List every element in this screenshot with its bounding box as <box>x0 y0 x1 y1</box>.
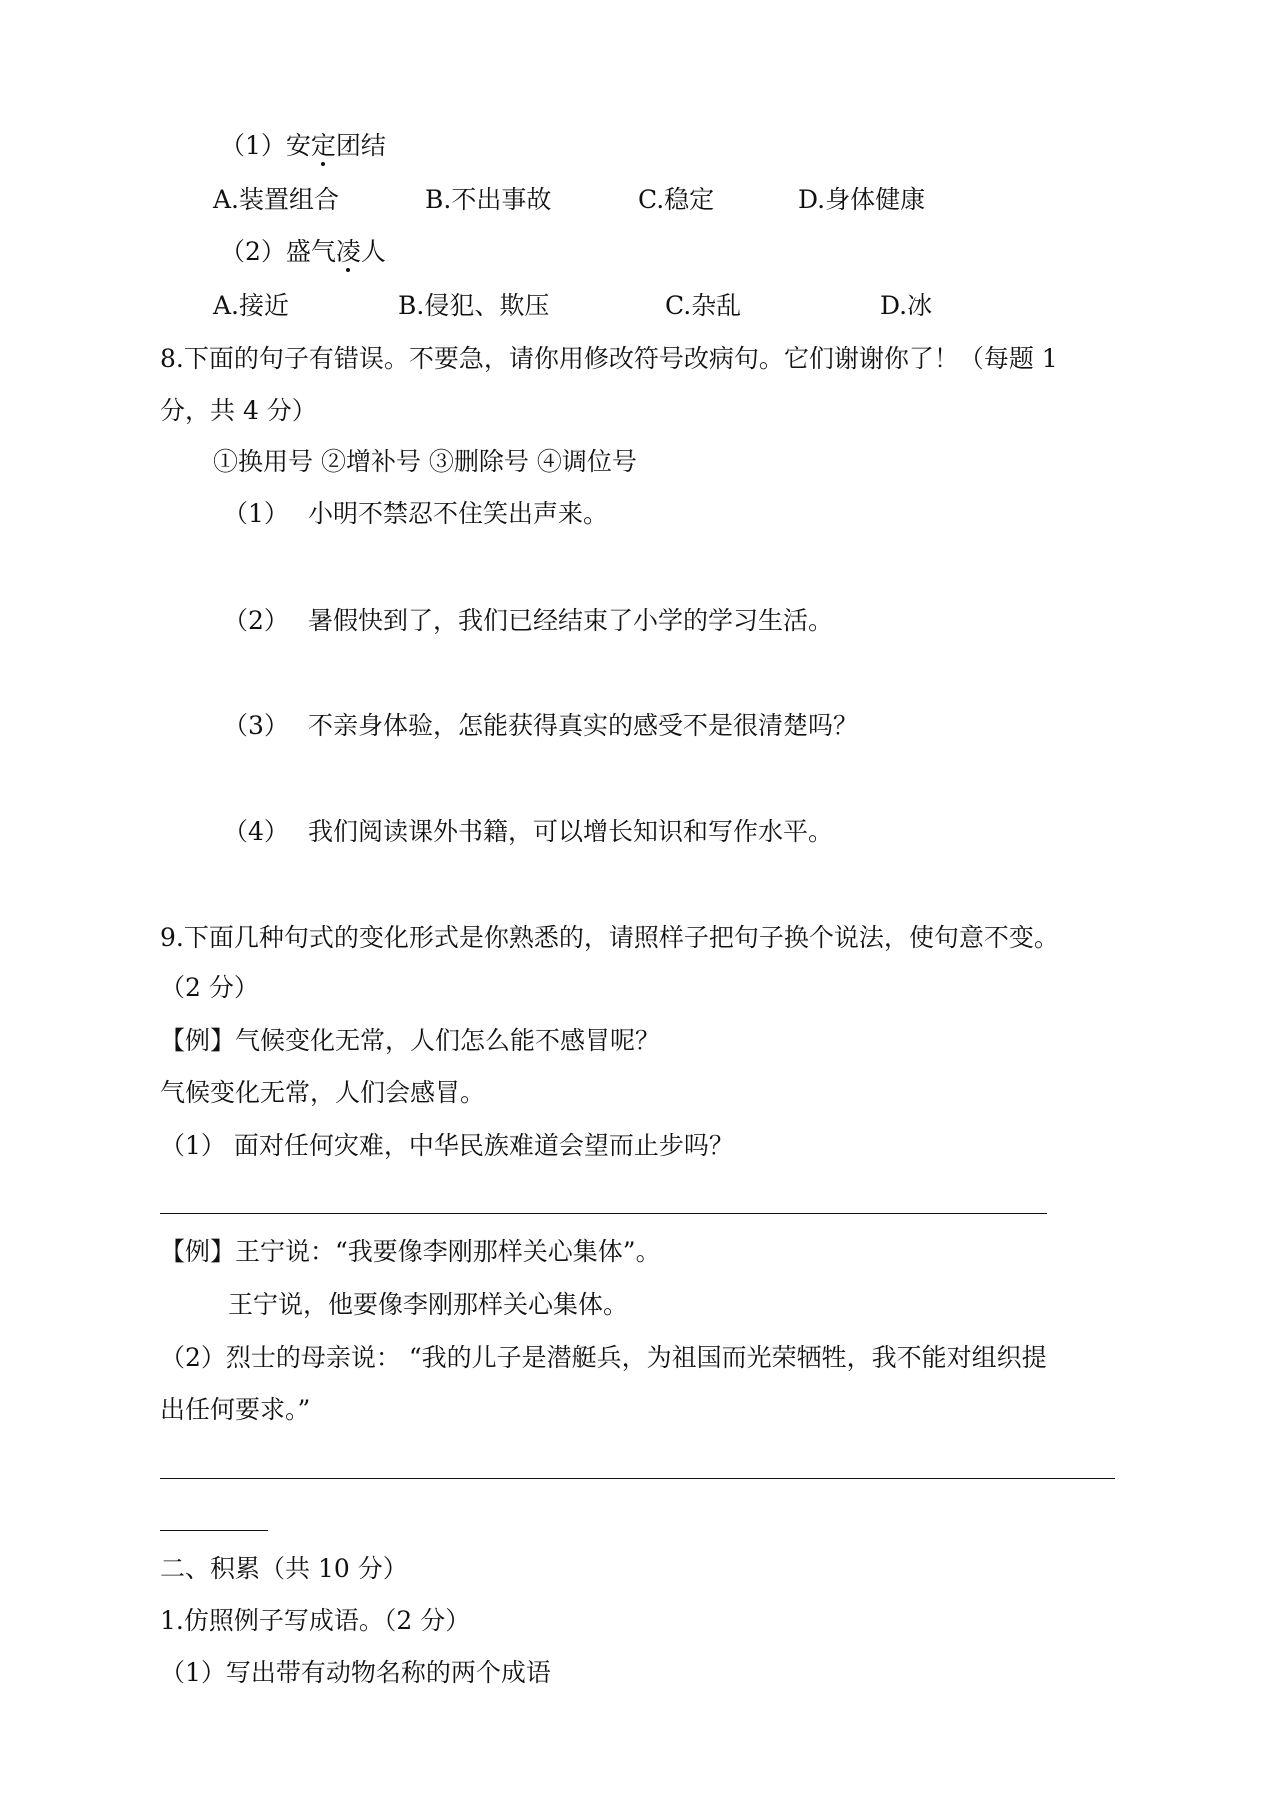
q7-sub1-suffix: 团结 <box>335 131 386 160</box>
q7-sub2-stem <box>220 236 386 268</box>
q9-item1: （1） 面对任何灾难，中华民族难道会望而止步吗？ <box>160 1131 734 1160</box>
q7-sub1-option-c: C.稳定 <box>638 185 715 214</box>
q7-sub1-dotted-char: 定 <box>310 131 336 160</box>
q9-example2-answer: 王宁说，他要像李刚那样关心集体。 <box>228 1290 629 1319</box>
q7-sub1-option-d: D.身体健康 <box>798 185 926 214</box>
q7-sub1-stem <box>220 130 386 162</box>
q8-item2-text: 暑假快到了，我们已经结束了小学的学习生活。 <box>308 606 834 635</box>
q8-item1-text: 小明不禁忍不住笑出声来。 <box>308 499 609 528</box>
q8-symbols: ①换用号 ②增补号 ③删除号 ④调位号 <box>213 447 637 476</box>
q7-sub1-option-b: B.不出事故 <box>425 185 552 214</box>
section2-q1-item1: （1）写出带有动物名称的两个成语 <box>160 1658 551 1687</box>
q8-item3-num: （3） <box>223 711 289 740</box>
q8-item4-num: （4） <box>223 817 289 846</box>
q7-sub1-option-a: A.装置组合 <box>213 185 340 214</box>
q7-sub2-prefix: （2）盛气 <box>220 237 336 266</box>
q7-sub1-prefix: （1）安 <box>220 131 311 160</box>
q7-sub2-option-c: C.杂乱 <box>665 291 742 320</box>
q9-item2-line2: 出任何要求。” <box>160 1395 311 1424</box>
q8-item1-num: （1） <box>223 499 289 528</box>
q9-example1-answer: 气候变化无常，人们会感冒。 <box>160 1078 486 1107</box>
q9-example2-question: 【例】王宁说：“我要像李刚那样关心集体”。 <box>160 1237 661 1266</box>
q9-item1-answer-line[interactable] <box>160 1213 1047 1214</box>
q9-example1-question: 【例】气候变化无常，人们怎么能不感冒呢？ <box>160 1026 661 1055</box>
q7-sub2-suffix: 人 <box>360 237 386 266</box>
section2-q1-title: 1.仿照例子写成语。（2 分） <box>160 1606 471 1635</box>
q8-title-line2: 分，共 4 分） <box>160 396 317 425</box>
q7-sub2-option-b: B.侵犯、欺压 <box>398 291 550 320</box>
q8-item4-text: 我们阅读课外书籍，可以增长知识和写作水平。 <box>308 817 834 846</box>
q9-score: （2 分） <box>160 973 259 1002</box>
q7-sub2-dotted-char: 凌 <box>335 237 361 266</box>
q9-title: 9.下面几种句式的变化形式是你熟悉的，请照样子把句子换个说法，使句意不变。 <box>160 923 1059 952</box>
q7-sub2-option-a: A.接近 <box>213 291 290 320</box>
q8-title-line1: 8.下面的句子有错误。不要急，请你用修改符号改病句。它们谢谢你了！（每题 1 <box>160 344 1058 373</box>
section2-heading: 二、积累（共 10 分） <box>160 1554 408 1583</box>
q9-item2-line1: （2）烈士的母亲说： “我的儿子是潜艇兵，为祖国而光荣牺牲，我不能对组织提 <box>160 1343 1047 1372</box>
q9-item2-answer-line[interactable] <box>160 1478 1115 1479</box>
q8-item2-num: （2） <box>223 606 289 635</box>
q7-sub2-option-d: D.冰 <box>880 291 933 320</box>
short-divider <box>160 1530 268 1531</box>
q8-item3-text: 不亲身体验，怎能获得真实的感受不是很清楚吗？ <box>308 711 859 740</box>
